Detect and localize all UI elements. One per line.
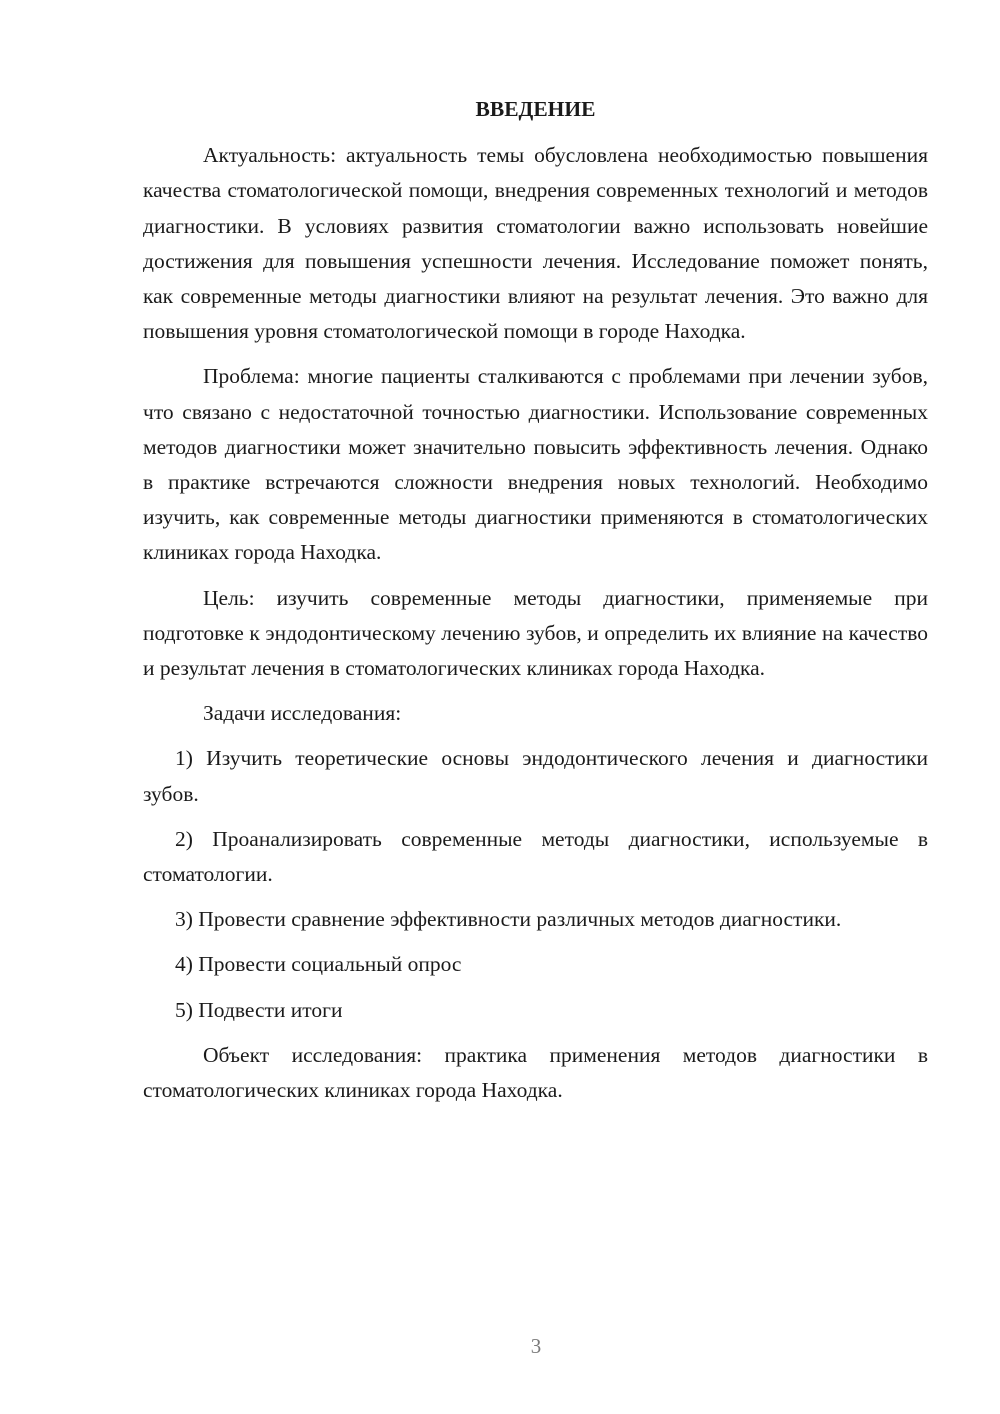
relevance-paragraph: Актуальность: актуальность темы обусловлена необходимостью повышения качества стоматологической помощи, внедрения современных технологий и методов диагностики. В условиях развития стоматологии важно использовать новейшие достижения для повышения успешности лечения. Исследование поможет понять, как современные методы диагностики влияют на результат лечения. Это важно для повышения уровня стоматологической помощи в городе Находка. [143,143,928,344]
task-item-2: 2) Проанализировать современные методы диагностики, используемые в стоматологии. [143,826,928,887]
object-paragraph: Объект исследования: практика применения методов диагностики в стоматологических клиниках города Находка. [143,1042,928,1103]
task-item-4: 4) Провести социальный опрос [175,952,462,977]
page-content [143,92,928,1108]
page-number: 3 [530,1334,542,1358]
task-item-3: 3) Провести сравнение эффективности различных методов диагностики. [175,907,842,932]
task-item-1: 1) Изучить теоретические основы эндодонтического лечения и диагностики зубов. [143,746,928,806]
section-heading: ВВЕДЕНИЕ [475,97,596,121]
task-item-5: 5) Подвести итоги [175,997,343,1022]
tasks-intro: Задачи исследования: [203,701,402,726]
goal-paragraph: Цель: изучить современные методы диагностики, применяемые при подготовке к эндодонтическому лечению зубов, и определить их влияние на качество и результат лечения в стоматологических клиниках города Находка. [143,585,928,681]
problem-paragraph: Проблема: многие пациенты сталкиваются с проблемами при лечении зубов, что связано с недостаточной точностью диагностики. Использование современных методов диагностики может значительно повысить эффективность лечения. Однако в практике встречаются сложности внедрения новых технологий. Необходимо изучить, как современные методы диагностики применяются в стоматологических клиниках города Находка. [143,364,928,565]
